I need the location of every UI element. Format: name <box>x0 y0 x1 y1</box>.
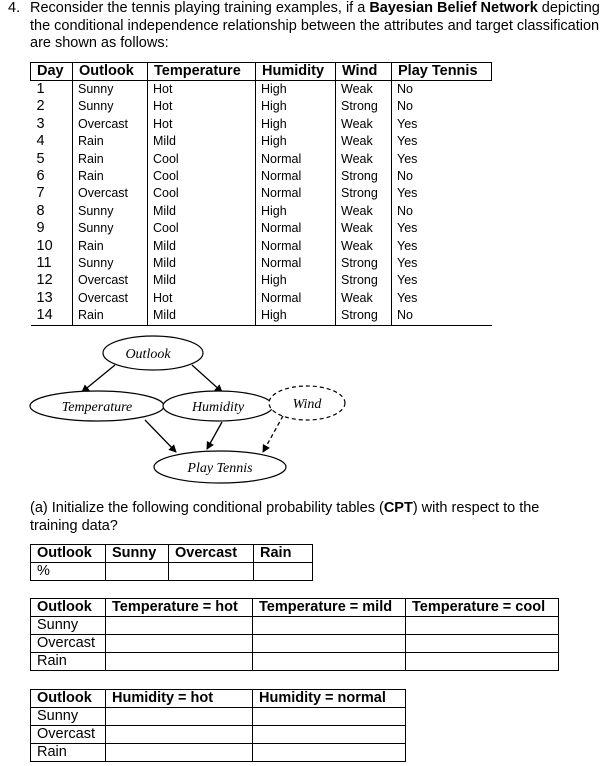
cpt-cell-empty[interactable] <box>406 653 559 671</box>
cpt-row <box>31 708 406 726</box>
cpt-row-label: Rain <box>31 744 106 762</box>
cell-humidity: Normal <box>256 185 336 202</box>
cpt-row <box>31 744 406 762</box>
cpt-humidity-header-row <box>31 690 406 708</box>
cpt-outlook-row-label: % <box>31 563 106 581</box>
cell-humidity: High <box>256 116 336 133</box>
cell-wind: Weak <box>336 151 392 168</box>
table-row <box>31 98 492 115</box>
node-outlook-label: Outlook <box>125 347 171 362</box>
cell-day: 4 <box>36 133 45 150</box>
table-row <box>31 220 492 237</box>
cell-outlook: Overcast <box>73 290 148 307</box>
node-wind-label: Wind <box>292 397 322 412</box>
cell-temperature: Hot <box>148 116 256 133</box>
cell-outlook: Sunny <box>73 255 148 272</box>
cpt-temperature-header: Temperature = mild <box>253 599 406 617</box>
cell-day: 9 <box>36 220 45 237</box>
training-table <box>30 62 492 326</box>
col-header-temperature: Temperature <box>148 63 256 81</box>
cell-day: 7 <box>36 185 45 202</box>
node-temperature <box>30 391 164 421</box>
cell-play-tennis: Yes <box>392 220 492 237</box>
cell-wind: Strong <box>336 272 392 289</box>
col-header-humidity: Humidity <box>256 63 336 81</box>
cell-temperature: Hot <box>148 81 256 99</box>
cell-day: 14 <box>31 307 73 325</box>
cell-humidity: High <box>256 203 336 220</box>
cell-day: 6 <box>36 168 45 185</box>
cell-day: 12 <box>36 272 53 289</box>
table-row <box>31 81 492 99</box>
cpt-temperature-body <box>31 617 559 671</box>
cell-outlook: Sunny <box>73 81 148 99</box>
cell-day: 2 <box>36 98 45 115</box>
cell-outlook: Rain <box>73 168 148 185</box>
cpt-temperature-table <box>30 598 559 671</box>
table-row <box>31 238 492 255</box>
cpt-outlook-header: Overcast <box>169 545 254 563</box>
table-row <box>31 272 492 289</box>
node-humidity <box>163 391 273 421</box>
cpt-outlook-header: Rain <box>254 545 313 563</box>
cell-outlook: Sunny <box>73 98 148 115</box>
cell-temperature: Mild <box>148 307 256 325</box>
table-row <box>31 185 492 202</box>
cell-play-tennis: No <box>392 203 492 220</box>
cell-outlook: Rain <box>73 133 148 150</box>
question-text: Reconsider the tennis playing training examples, if a Bayesian Belief Network depicting the conditional independence relationship between the attributes and target classification are shown as follows: <box>30 0 600 51</box>
cell-wind: Strong <box>336 307 392 325</box>
cell-humidity: High <box>256 133 336 150</box>
edge-outlook-humidity <box>192 365 222 392</box>
table-row <box>31 307 492 325</box>
edge-temperature-playtennis <box>145 420 176 452</box>
cell-humidity: Normal <box>256 290 336 307</box>
cell-temperature: Hot <box>148 98 256 115</box>
cell-play-tennis: No <box>392 98 492 115</box>
cell-wind: Weak <box>336 290 392 307</box>
cell-temperature: Cool <box>148 220 256 237</box>
cpt-cell-empty[interactable] <box>106 708 253 726</box>
cell-wind: Weak <box>336 133 392 150</box>
table-row <box>31 203 492 220</box>
cell-outlook: Rain <box>73 238 148 255</box>
table-row <box>31 133 492 150</box>
cpt-cell-empty[interactable] <box>106 563 169 581</box>
cpt-row-label: Overcast <box>31 635 106 653</box>
cell-play-tennis: Yes <box>392 238 492 255</box>
training-table-body <box>31 81 492 326</box>
cell-temperature: Hot <box>148 290 256 307</box>
cpt-row <box>31 617 559 635</box>
cell-play-tennis: Yes <box>392 272 492 289</box>
part-a-prompt: (a) Initialize the following conditional probability tables (CPT) with respect to the training data? <box>30 500 540 534</box>
cpt-cell-empty[interactable] <box>406 635 559 653</box>
node-wind <box>269 386 345 420</box>
cell-day: 11 <box>36 255 52 272</box>
cpt-outlook-header: Sunny <box>106 545 169 563</box>
cpt-outlook-header-row <box>31 545 313 563</box>
table-row <box>31 116 492 133</box>
cell-outlook: Overcast <box>73 185 148 202</box>
node-play-tennis <box>154 451 286 483</box>
cpt-cell-empty[interactable] <box>106 744 253 762</box>
cell-day: 8 <box>36 202 45 219</box>
cpt-outlook-row <box>31 563 313 581</box>
cell-play-tennis: Yes <box>392 185 492 202</box>
cell-play-tennis: No <box>392 307 492 325</box>
cpt-temperature-header: Outlook <box>31 599 106 617</box>
edge-humidity-playtennis <box>207 422 222 449</box>
cell-temperature: Mild <box>148 238 256 255</box>
cell-wind: Weak <box>336 220 392 237</box>
cpt-row <box>31 653 559 671</box>
cell-play-tennis: Yes <box>392 255 492 272</box>
cell-wind: Strong <box>336 168 392 185</box>
cpt-temperature-header: Temperature = cool <box>406 599 559 617</box>
table-row <box>31 168 492 185</box>
node-temperature-label: Temperature <box>61 400 133 415</box>
cpt-cell-empty[interactable] <box>106 635 253 653</box>
cell-day: 1 <box>36 81 45 97</box>
cell-humidity: High <box>256 98 336 115</box>
cell-day: 5 <box>36 150 45 167</box>
cpt-cell-empty[interactable] <box>253 708 406 726</box>
cpt-temperature-header: Temperature = hot <box>106 599 253 617</box>
cell-wind: Strong <box>336 185 392 202</box>
cell-outlook: Overcast <box>73 272 148 289</box>
edge-wind-playtennis <box>263 416 283 452</box>
cpt-outlook-table <box>30 544 313 581</box>
cpt-humidity-table <box>30 689 406 762</box>
cell-wind: Weak <box>336 203 392 220</box>
node-play-tennis-label: Play Tennis <box>187 461 253 476</box>
cpt-cell-empty[interactable] <box>253 744 406 762</box>
cell-temperature: Mild <box>148 203 256 220</box>
cell-wind: Weak <box>336 81 392 99</box>
cpt-cell-empty[interactable] <box>106 653 253 671</box>
cell-day: 10 <box>36 237 53 254</box>
cell-day: 13 <box>36 289 53 306</box>
cell-humidity: Normal <box>256 220 336 237</box>
cpt-cell-empty[interactable] <box>169 563 254 581</box>
training-table-header-row <box>31 63 492 81</box>
cell-play-tennis: Yes <box>392 133 492 150</box>
cell-humidity: Normal <box>256 255 336 272</box>
cpt-cell-empty[interactable] <box>254 563 313 581</box>
cpt-humidity-body <box>31 708 406 762</box>
cell-temperature: Mild <box>148 133 256 150</box>
cpt-cell-empty[interactable] <box>253 726 406 744</box>
bayesian-network-diagram <box>0 330 615 490</box>
cpt-row-label: Sunny <box>31 617 106 635</box>
cpt-cell-empty[interactable] <box>253 617 406 635</box>
cell-outlook: Rain <box>73 307 148 325</box>
cell-temperature: Mild <box>148 272 256 289</box>
cpt-row <box>31 726 406 744</box>
cell-humidity: Normal <box>256 168 336 185</box>
cpt-outlook-header: Outlook <box>31 545 106 563</box>
cpt-humidity-header: Outlook <box>31 690 106 708</box>
cpt-term: CPT <box>383 500 413 516</box>
cpt-humidity-header: Humidity = normal <box>253 690 406 708</box>
cell-wind: Weak <box>336 238 392 255</box>
cell-temperature: Mild <box>148 255 256 272</box>
cell-play-tennis: No <box>392 168 492 185</box>
cpt-humidity-header: Humidity = hot <box>106 690 253 708</box>
node-outlook <box>103 336 203 370</box>
cell-wind: Weak <box>336 116 392 133</box>
cpt-row-label: Rain <box>31 653 106 671</box>
cell-humidity: Normal <box>256 151 336 168</box>
cell-play-tennis: Yes <box>392 116 492 133</box>
question <box>8 0 608 53</box>
col-header-outlook: Outlook <box>73 63 148 81</box>
node-humidity-label: Humidity <box>191 400 245 415</box>
cell-wind: Strong <box>336 98 392 115</box>
edge-outlook-temperature <box>82 365 115 392</box>
cpt-cell-empty[interactable] <box>406 617 559 635</box>
cell-outlook: Rain <box>73 151 148 168</box>
cpt-cell-empty[interactable] <box>253 635 406 653</box>
cell-wind: Strong <box>336 255 392 272</box>
cell-temperature: Cool <box>148 151 256 168</box>
col-header-wind: Wind <box>336 63 392 81</box>
cell-humidity: Normal <box>256 238 336 255</box>
cpt-cell-empty[interactable] <box>106 726 253 744</box>
cpt-row-label: Sunny <box>31 708 106 726</box>
col-header-play-tennis: Play Tennis <box>392 63 492 81</box>
cell-humidity: High <box>256 272 336 289</box>
cpt-row <box>31 635 559 653</box>
cell-outlook: Sunny <box>73 220 148 237</box>
cell-play-tennis: Yes <box>392 290 492 307</box>
table-row <box>31 290 492 307</box>
question-number: 4. <box>8 0 21 16</box>
cell-humidity: High <box>256 81 336 99</box>
cell-humidity: High <box>256 307 336 325</box>
cell-play-tennis: Yes <box>392 151 492 168</box>
cell-play-tennis: No <box>392 81 492 99</box>
question-bold-term: Bayesian Belief Network <box>369 0 538 16</box>
cell-temperature: Cool <box>148 168 256 185</box>
cell-day: 3 <box>36 115 45 132</box>
cpt-cell-empty[interactable] <box>106 617 253 635</box>
cpt-temperature-header-row <box>31 599 559 617</box>
cell-outlook: Overcast <box>73 116 148 133</box>
cpt-cell-empty[interactable] <box>253 653 406 671</box>
table-row <box>31 151 492 168</box>
col-header-day: Day <box>31 63 73 81</box>
cpt-row-label: Overcast <box>31 726 106 744</box>
table-row <box>31 255 492 272</box>
cell-outlook: Sunny <box>73 203 148 220</box>
cell-temperature: Cool <box>148 185 256 202</box>
